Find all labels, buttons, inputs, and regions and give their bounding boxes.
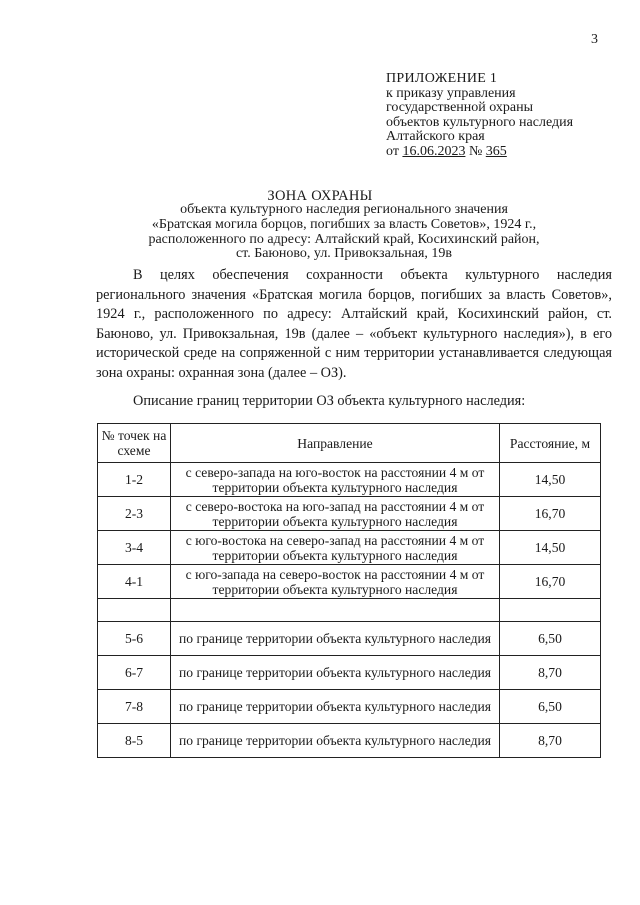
cell-direction: с юго-запада на северо-восток на расстоянии 4 м от территории объекта культурного наследия [171,565,500,599]
cell-direction: с северо-запада на юго-восток на расстоянии 4 м от территории объекта культурного наследия [171,463,500,497]
cell-distance: 6,50 [500,622,601,656]
header-points-label: № точек на схеме [101,428,167,458]
cell-distance: 14,50 [500,463,601,497]
table-row [98,622,601,656]
date-prefix: от [386,143,403,159]
boundaries-table [97,423,601,758]
zone-title: ЗОНА ОХРАНЫ [267,188,373,204]
cell-distance: 14,50 [500,531,601,565]
number-sign: № [465,143,486,159]
cell-points: 3-4 [98,531,171,565]
table-row-empty [98,599,601,622]
table-row [98,656,601,690]
appendix-line: объектов культурного наследия [386,114,574,130]
zone-description-line: объекта культурного наследия регионального значения [180,202,508,217]
cell-direction: по границе территории объекта культурного наследия [171,690,500,724]
zone-description-line: «Братская могила борцов, погибших за власть Советов», 1924 г., [151,216,537,232]
zone-description [112,203,576,262]
header-distance-label: Расстояние, м [509,435,591,451]
page-number: 3 [591,32,598,47]
zone-description-line: ст. Баюново, ул. Привокзальная, 19в [235,246,453,262]
table-header-row [98,424,601,463]
appendix-line: государственной охраны [386,100,534,115]
table-row [98,497,601,531]
table-row [98,565,601,599]
cell-points: 7-8 [98,690,171,724]
table-row [98,724,601,758]
appendix-title: ПРИЛОЖЕНИЕ 1 [386,71,498,86]
cell-points: 5-6 [98,622,171,656]
table-row [98,463,601,497]
order-date: 16.06.2023 [402,143,466,159]
cell-direction: по границе территории объекта культурного наследия [171,724,500,758]
header-points [98,424,171,463]
cell-points: 1-2 [98,463,171,497]
cell-direction: с северо-востока на юго-запад на расстоянии 4 м от территории объекта культурного наследия [171,497,500,531]
header-direction [171,424,500,463]
zone-description-line: расположенного по адресу: Алтайский край, Косихинский район, [148,231,540,247]
cell-distance: 8,70 [500,656,601,690]
appendix-order-line [386,145,626,160]
cell-distance: 6,50 [500,690,601,724]
cell-distance [500,599,601,622]
appendix-block [386,72,626,159]
cell-direction: по границе территории объекта культурного наследия [171,656,500,690]
cell-points: 2-3 [98,497,171,531]
cell-points: 4-1 [98,565,171,599]
cell-direction: по границе территории объекта культурного наследия [171,622,500,656]
appendix-line: Алтайского края [386,129,485,144]
cell-direction: с юго-востока на северо-запад на расстоянии 4 м от территории объекта культурного наследия [171,531,500,565]
cell-direction [171,599,500,622]
cell-points [98,599,171,622]
cell-distance: 8,70 [500,724,601,758]
table-row [98,531,601,565]
cell-distance: 16,70 [500,565,601,599]
table-row [98,690,601,724]
header-direction-label: Направление [297,435,373,451]
table-caption: Описание границ территории ОЗ объекта культурного наследия: [133,393,526,409]
order-number: 365 [485,143,507,159]
cell-points: 8-5 [98,724,171,758]
appendix-line: к приказу управления [386,85,516,101]
intro-paragraph: В целях обеспечения сохранности объекта культурного наследия регионального значения «Братская могила борцов, погибших за власть Советов», 1924 г., расположенного по адресу: Алтайский край, Косихинский район, ст. Баюново, ул. Привокзальная, 19в (далее – «объект культурного наследия»), в его исторической среде на сопряженной с ним территории устанавливается следующая зона охраны: охранная зона (далее – ОЗ). [96,267,612,381]
cell-distance: 16,70 [500,497,601,531]
header-distance [500,424,601,463]
cell-points: 6-7 [98,656,171,690]
